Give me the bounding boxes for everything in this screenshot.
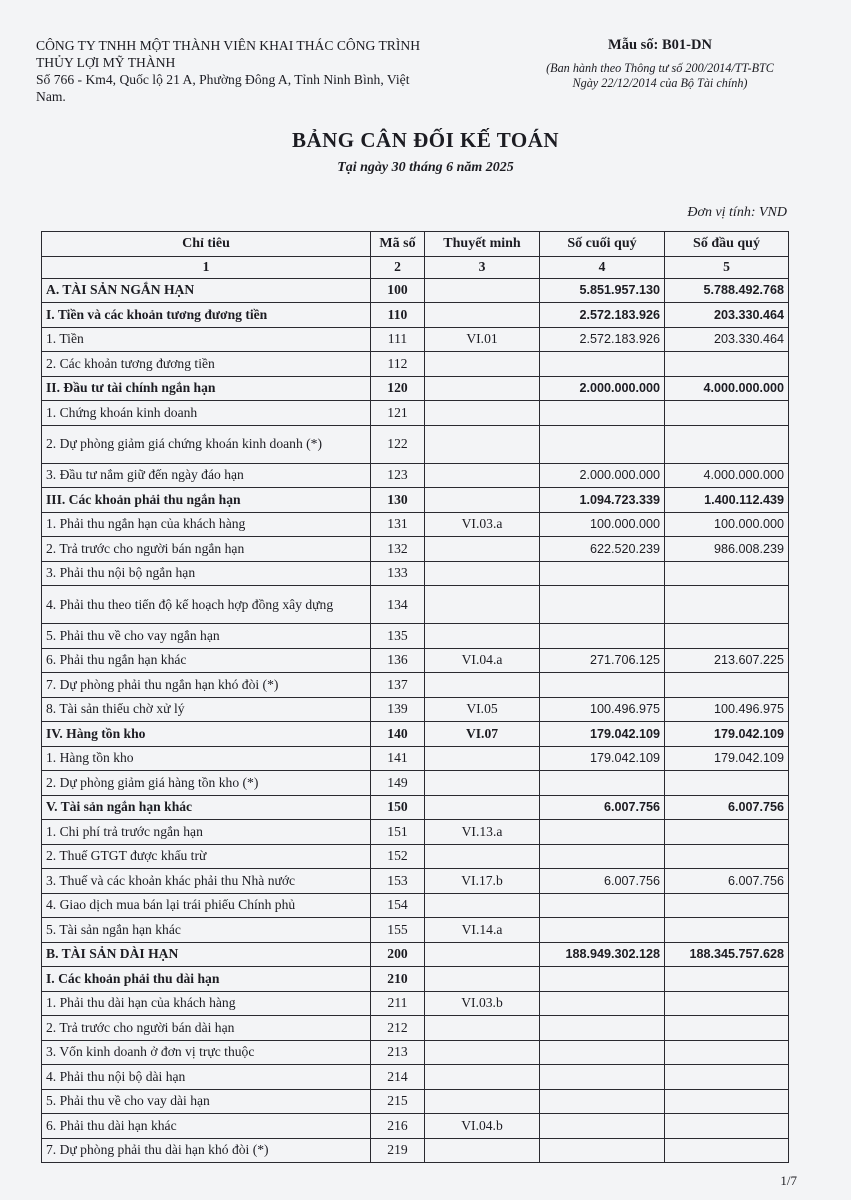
row-begin-amount <box>665 586 789 624</box>
row-note <box>425 401 540 426</box>
row-note <box>425 624 540 649</box>
table-row <box>42 561 789 586</box>
row-code: 112 <box>371 352 425 377</box>
column-number: 1 <box>42 256 371 278</box>
row-end-amount <box>540 673 665 698</box>
row-end-amount <box>540 918 665 943</box>
row-label: 5. Phải thu về cho vay ngắn hạn <box>42 624 371 649</box>
row-code: 141 <box>371 746 425 771</box>
column-number: 2 <box>371 256 425 278</box>
row-label: 1. Chứng khoán kinh doanh <box>42 401 371 426</box>
table-row <box>42 537 789 562</box>
row-code: 154 <box>371 893 425 918</box>
row-note: VI.13.a <box>425 820 540 845</box>
row-label: IV. Hàng tồn kho <box>42 722 371 747</box>
row-end-amount: 6.007.756 <box>540 795 665 820</box>
row-label: 5. Tài sản ngắn hạn khác <box>42 918 371 943</box>
row-label: 3. Vốn kinh doanh ở đơn vị trực thuộc <box>42 1040 371 1065</box>
row-note: VI.14.a <box>425 918 540 943</box>
row-label: 2. Dự phòng giảm giá chứng khoán kinh doanh (*) <box>42 425 371 463</box>
row-end-amount: 2.572.183.926 <box>540 303 665 328</box>
row-label: 7. Dự phòng phải thu ngắn hạn khó đòi (*) <box>42 673 371 698</box>
row-code: 150 <box>371 795 425 820</box>
row-end-amount <box>540 1089 665 1114</box>
column-number-row <box>42 256 789 278</box>
circular-line1: (Ban hành theo Thông tư số 200/2014/TT-BTC <box>546 61 774 75</box>
row-label: III. Các khoản phải thu ngắn hạn <box>42 488 371 513</box>
company-address-line1: Số 766 - Km4, Quốc lộ 21 A, Phường Đông A, Tỉnh Ninh Bình, Việt <box>36 72 410 87</box>
row-end-amount: 100.000.000 <box>540 512 665 537</box>
row-begin-amount <box>665 771 789 796</box>
table-row <box>42 425 789 463</box>
row-end-amount <box>540 820 665 845</box>
row-begin-amount: 188.345.757.628 <box>665 942 789 967</box>
row-code: 123 <box>371 463 425 488</box>
row-note: VI.03.b <box>425 991 540 1016</box>
row-label: V. Tài sản ngắn hạn khác <box>42 795 371 820</box>
table-row <box>42 893 789 918</box>
row-note <box>425 1040 540 1065</box>
row-note <box>425 463 540 488</box>
table-row <box>42 376 789 401</box>
row-note <box>425 561 540 586</box>
table-row <box>42 1138 789 1163</box>
row-label: 4. Giao dịch mua bán lại trái phiếu Chính phủ <box>42 893 371 918</box>
row-note <box>425 586 540 624</box>
row-note <box>425 425 540 463</box>
row-note <box>425 942 540 967</box>
row-code: 215 <box>371 1089 425 1114</box>
row-note <box>425 795 540 820</box>
row-begin-amount: 100.000.000 <box>665 512 789 537</box>
row-note: VI.03.a <box>425 512 540 537</box>
row-code: 153 <box>371 869 425 894</box>
row-note <box>425 537 540 562</box>
row-label: 2. Trả trước cho người bán dài hạn <box>42 1016 371 1041</box>
row-code: 135 <box>371 624 425 649</box>
row-note: VI.04.a <box>425 648 540 673</box>
row-begin-amount <box>665 561 789 586</box>
column-number: 3 <box>425 256 540 278</box>
row-label: 5. Phải thu về cho vay dài hạn <box>42 1089 371 1114</box>
row-code: 132 <box>371 537 425 562</box>
row-note <box>425 893 540 918</box>
row-begin-amount <box>665 401 789 426</box>
row-label: 1. Tiền <box>42 327 371 352</box>
row-begin-amount <box>665 1040 789 1065</box>
row-begin-amount <box>665 893 789 918</box>
row-end-amount <box>540 425 665 463</box>
row-end-amount: 179.042.109 <box>540 722 665 747</box>
row-code: 100 <box>371 278 425 303</box>
row-note <box>425 1065 540 1090</box>
row-end-amount <box>540 561 665 586</box>
header-note: Thuyết minh <box>425 232 540 257</box>
row-end-amount <box>540 586 665 624</box>
company-address-line2: Nam. <box>36 89 66 104</box>
report-date: Tại ngày 30 tháng 6 năm 2025 <box>337 160 514 175</box>
row-begin-amount <box>665 1114 789 1139</box>
row-note <box>425 303 540 328</box>
row-end-amount: 179.042.109 <box>540 746 665 771</box>
row-label: 6. Phải thu dài hạn khác <box>42 1114 371 1139</box>
row-begin-amount: 203.330.464 <box>665 327 789 352</box>
row-end-amount <box>540 967 665 992</box>
row-label: B. TÀI SẢN DÀI HẠN <box>42 942 371 967</box>
row-end-amount <box>540 624 665 649</box>
column-number: 5 <box>665 256 789 278</box>
table-row <box>42 967 789 992</box>
row-note <box>425 967 540 992</box>
row-begin-amount: 4.000.000.000 <box>665 376 789 401</box>
row-code: 136 <box>371 648 425 673</box>
row-end-amount <box>540 1016 665 1041</box>
table-row <box>42 648 789 673</box>
row-begin-amount <box>665 1016 789 1041</box>
row-note: VI.17.b <box>425 869 540 894</box>
row-begin-amount: 203.330.464 <box>665 303 789 328</box>
row-code: 133 <box>371 561 425 586</box>
row-note <box>425 278 540 303</box>
row-end-amount <box>540 1065 665 1090</box>
row-note <box>425 488 540 513</box>
row-end-amount <box>540 991 665 1016</box>
column-number: 4 <box>540 256 665 278</box>
row-note <box>425 1138 540 1163</box>
row-code: 214 <box>371 1065 425 1090</box>
company-header <box>36 37 486 105</box>
row-begin-amount <box>665 844 789 869</box>
row-end-amount: 100.496.975 <box>540 697 665 722</box>
row-end-amount <box>540 352 665 377</box>
row-code: 122 <box>371 425 425 463</box>
table-row <box>42 991 789 1016</box>
row-note <box>425 844 540 869</box>
row-note <box>425 1089 540 1114</box>
row-code: 111 <box>371 327 425 352</box>
row-begin-amount: 179.042.109 <box>665 722 789 747</box>
row-end-amount: 188.949.302.128 <box>540 942 665 967</box>
row-code: 149 <box>371 771 425 796</box>
row-code: 212 <box>371 1016 425 1041</box>
table-row <box>42 942 789 967</box>
row-label: I. Tiền và các khoản tương đương tiền <box>42 303 371 328</box>
table-row <box>42 746 789 771</box>
row-label: 1. Hàng tồn kho <box>42 746 371 771</box>
row-code: 200 <box>371 942 425 967</box>
row-begin-amount <box>665 967 789 992</box>
table-row <box>42 352 789 377</box>
row-label: 2. Trả trước cho người bán ngắn hạn <box>42 537 371 562</box>
row-code: 216 <box>371 1114 425 1139</box>
table-row <box>42 488 789 513</box>
table-row <box>42 1065 789 1090</box>
row-end-amount <box>540 844 665 869</box>
row-label: A. TÀI SẢN NGẮN HẠN <box>42 278 371 303</box>
row-note: VI.01 <box>425 327 540 352</box>
row-code: 219 <box>371 1138 425 1163</box>
row-begin-amount: 179.042.109 <box>665 746 789 771</box>
table-row <box>42 869 789 894</box>
row-note <box>425 746 540 771</box>
row-begin-amount: 6.007.756 <box>665 869 789 894</box>
table-row <box>42 1016 789 1041</box>
row-label: 1. Phải thu dài hạn của khách hàng <box>42 991 371 1016</box>
row-label: 2. Dự phòng giảm giá hàng tồn kho (*) <box>42 771 371 796</box>
row-end-amount: 5.851.957.130 <box>540 278 665 303</box>
row-label: 1. Chi phí trả trước ngắn hạn <box>42 820 371 845</box>
row-begin-amount <box>665 425 789 463</box>
row-begin-amount: 1.400.112.439 <box>665 488 789 513</box>
row-begin-amount <box>665 1065 789 1090</box>
row-begin-amount <box>665 820 789 845</box>
row-code: 134 <box>371 586 425 624</box>
row-begin-amount: 5.788.492.768 <box>665 278 789 303</box>
row-begin-amount <box>665 918 789 943</box>
row-note: VI.04.b <box>425 1114 540 1139</box>
row-end-amount: 2.000.000.000 <box>540 376 665 401</box>
row-code: 137 <box>371 673 425 698</box>
row-label: 4. Phải thu nội bộ dài hạn <box>42 1065 371 1090</box>
row-begin-amount: 213.607.225 <box>665 648 789 673</box>
row-label: 3. Đầu tư nắm giữ đến ngày đáo hạn <box>42 463 371 488</box>
row-begin-amount: 4.000.000.000 <box>665 463 789 488</box>
form-number: Mẫu số: B01-DN <box>608 37 712 53</box>
row-code: 151 <box>371 820 425 845</box>
header-begin-of-quarter: Số đầu quý <box>665 232 789 257</box>
row-label: II. Đầu tư tài chính ngắn hạn <box>42 376 371 401</box>
row-end-amount <box>540 771 665 796</box>
row-begin-amount: 100.496.975 <box>665 697 789 722</box>
row-note <box>425 673 540 698</box>
table-row <box>42 303 789 328</box>
row-end-amount: 2.572.183.926 <box>540 327 665 352</box>
table-row <box>42 586 789 624</box>
table-row <box>42 673 789 698</box>
table-header-row <box>42 232 789 257</box>
report-title: BẢNG CÂN ĐỐI KẾ TOÁN <box>291 128 560 152</box>
row-code: 131 <box>371 512 425 537</box>
company-name-line1: CÔNG TY TNHH MỘT THÀNH VIÊN KHAI THÁC CÔNG TRÌNH <box>36 38 421 53</box>
row-end-amount <box>540 401 665 426</box>
row-code: 110 <box>371 303 425 328</box>
row-label: I. Các khoản phải thu dài hạn <box>42 967 371 992</box>
row-begin-amount <box>665 352 789 377</box>
table-row <box>42 512 789 537</box>
row-note <box>425 1016 540 1041</box>
row-code: 121 <box>371 401 425 426</box>
row-label: 3. Thuế và các khoản khác phải thu Nhà nước <box>42 869 371 894</box>
row-end-amount: 2.000.000.000 <box>540 463 665 488</box>
row-code: 139 <box>371 697 425 722</box>
row-begin-amount <box>665 1138 789 1163</box>
table-row <box>42 327 789 352</box>
row-label: 8. Tài sản thiếu chờ xử lý <box>42 697 371 722</box>
row-label: 3. Phải thu nội bộ ngắn hạn <box>42 561 371 586</box>
company-name-line2: THỦY LỢI MỸ THÀNH <box>36 55 176 70</box>
row-label: 7. Dự phòng phải thu dài hạn khó đòi (*) <box>42 1138 371 1163</box>
table-row <box>42 820 789 845</box>
row-label: 4. Phải thu theo tiến độ kế hoạch hợp đồng xây dựng <box>42 586 371 624</box>
row-code: 211 <box>371 991 425 1016</box>
row-code: 152 <box>371 844 425 869</box>
table-row <box>42 722 789 747</box>
row-code: 210 <box>371 967 425 992</box>
balance-sheet-table <box>41 231 789 1163</box>
row-begin-amount <box>665 624 789 649</box>
row-note <box>425 771 540 796</box>
row-code: 120 <box>371 376 425 401</box>
row-note <box>425 352 540 377</box>
row-label: 6. Phải thu ngắn hạn khác <box>42 648 371 673</box>
row-note: VI.07 <box>425 722 540 747</box>
table-row <box>42 401 789 426</box>
table-row <box>42 771 789 796</box>
table-row <box>42 697 789 722</box>
row-end-amount <box>540 1114 665 1139</box>
row-label: 1. Phải thu ngắn hạn của khách hàng <box>42 512 371 537</box>
form-reference <box>500 37 820 91</box>
row-label: 2. Thuế GTGT được khấu trừ <box>42 844 371 869</box>
row-label: 2. Các khoản tương đương tiền <box>42 352 371 377</box>
row-code: 130 <box>371 488 425 513</box>
header-end-of-quarter: Số cuối quý <box>540 232 665 257</box>
row-code: 140 <box>371 722 425 747</box>
table-row <box>42 1040 789 1065</box>
table-row <box>42 624 789 649</box>
row-end-amount <box>540 1040 665 1065</box>
table-row <box>42 795 789 820</box>
row-begin-amount: 986.008.239 <box>665 537 789 562</box>
row-begin-amount <box>665 991 789 1016</box>
row-code: 213 <box>371 1040 425 1065</box>
row-code: 155 <box>371 918 425 943</box>
row-begin-amount <box>665 673 789 698</box>
table-row <box>42 1114 789 1139</box>
row-begin-amount: 6.007.756 <box>665 795 789 820</box>
header-indicator: Chỉ tiêu <box>42 232 371 257</box>
currency-unit: Đơn vị tính: VND <box>687 205 787 220</box>
header-code: Mã số <box>371 232 425 257</box>
row-end-amount: 622.520.239 <box>540 537 665 562</box>
row-note: VI.05 <box>425 697 540 722</box>
row-begin-amount <box>665 1089 789 1114</box>
row-end-amount: 6.007.756 <box>540 869 665 894</box>
row-end-amount <box>540 893 665 918</box>
row-end-amount: 1.094.723.339 <box>540 488 665 513</box>
table-row <box>42 278 789 303</box>
table-row <box>42 1089 789 1114</box>
page-number: 1/7 <box>780 1173 797 1188</box>
row-end-amount <box>540 1138 665 1163</box>
table-row <box>42 463 789 488</box>
circular-line2: Ngày 22/12/2014 của Bộ Tài chính) <box>572 76 748 90</box>
row-note <box>425 376 540 401</box>
row-end-amount: 271.706.125 <box>540 648 665 673</box>
table-row <box>42 918 789 943</box>
table-row <box>42 844 789 869</box>
